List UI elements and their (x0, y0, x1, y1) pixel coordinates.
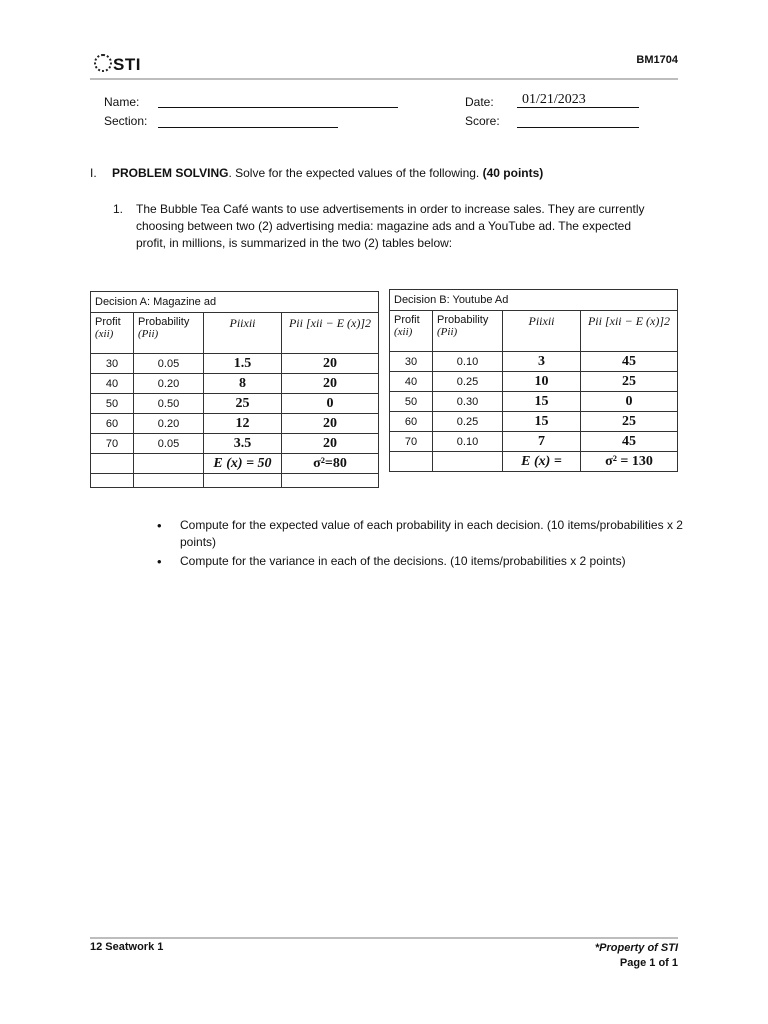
footer-left: 12 Seatwork 1 (90, 941, 164, 953)
date-field[interactable] (517, 107, 639, 108)
date-label: Date: (465, 95, 494, 109)
table-a-header-variance: Pii [xii − E (x)]2 (282, 313, 379, 354)
table-row: 40 0.20 8 20 (91, 374, 379, 394)
list-item: • Compute for the expected value of each probability in each decision. (10 items/probabilities x 2 points) (150, 517, 700, 551)
table-row: 40 0.25 10 25 (390, 372, 678, 392)
section-label: Section: (104, 114, 148, 128)
table-a-header-px: Piixii (204, 313, 282, 354)
sti-logo: STI (94, 54, 141, 75)
problem-1: 1. The Bubble Tea Café wants to use advertisements in order to increase sales. They are currently choosing between two (2) advertising media: magazine ads and a YouTube ad. The expected profit, in millions, is summarized in the two (2) tables below: (113, 202, 645, 250)
score-field[interactable] (517, 127, 639, 128)
table-row: 60 0.20 12 20 (91, 414, 379, 434)
table-row: 70 0.10 7 45 (390, 432, 678, 452)
table-a-header-profit: Profit (xii) (91, 313, 134, 354)
header-divider (90, 78, 678, 80)
table-b-totals (390, 452, 678, 472)
table-row: 70 0.05 3.5 20 (91, 434, 379, 454)
table-decision-b (389, 289, 678, 472)
globe-icon (94, 54, 112, 72)
score-label: Score: (465, 114, 500, 128)
table-a-header-probability: Probability (Pii) (134, 313, 204, 354)
table-row: 50 0.50 25 0 (91, 394, 379, 414)
table-a-variance: σ²=80 (282, 454, 379, 474)
table-row: 60 0.25 15 25 (390, 412, 678, 432)
table-a-caption: Decision A: Magazine ad (91, 292, 379, 313)
table-row: 50 0.30 15 0 (390, 392, 678, 412)
table-b-caption: Decision B: Youtube Ad (390, 290, 678, 311)
table-b-header-variance: Pii [xii − E (x)]2 (581, 311, 678, 352)
date-value: 01/21/2023 (522, 92, 586, 107)
footer-property: *Property of STI (594, 942, 678, 954)
table-a-expected-value: E (x) = 50 (204, 454, 282, 474)
table-b-expected-value: E (x) = (503, 452, 581, 472)
footer-right (595, 941, 678, 971)
course-code: BM1704 (636, 54, 678, 66)
table-b-header-probability: Probability (Pii) (433, 311, 503, 352)
table-a-totals (91, 454, 379, 474)
table-row: 30 0.10 3 45 (390, 352, 678, 372)
table-decision-a (90, 291, 379, 488)
section-title: I. PROBLEM SOLVING. Solve for the expected values of the following. (40 points) (90, 166, 544, 180)
name-label: Name: (104, 95, 140, 109)
instructions-list (150, 517, 700, 572)
footer-page: Page 1 of 1 (619, 957, 678, 969)
table-b-header-px: Piixii (503, 311, 581, 352)
table-b-variance: σ² = 130 (581, 452, 678, 472)
list-item: • Compute for the variance in each of the decisions. (10 items/probabilities x 2 points) (150, 553, 700, 570)
table-row: 30 0.05 1.5 20 (91, 354, 379, 374)
table-b-header-profit: Profit (xii) (390, 311, 433, 352)
name-field[interactable] (158, 107, 398, 108)
footer-divider (90, 937, 678, 939)
section-field[interactable] (158, 127, 338, 128)
